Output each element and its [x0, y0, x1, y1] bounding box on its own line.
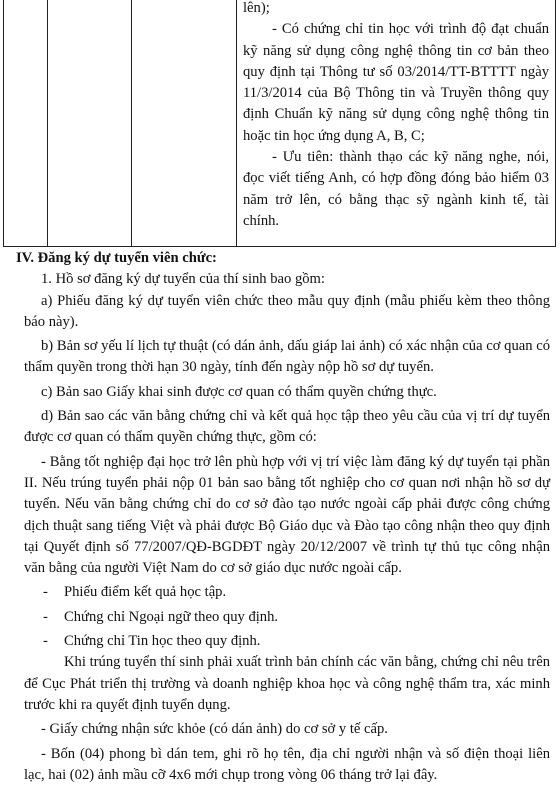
item-1: 1. Hồ sơ đăng ký dự tuyển của thí sinh bao gồm: — [41, 271, 325, 288]
item-c: c) Bản sao Giấy khai sinh được cơ quan có thẩm quyền chứng thực. — [41, 383, 437, 400]
bullet-language-text: Chứng chỉ Ngoại ngữ theo quy định. — [64, 608, 279, 625]
section-heading: IV. Đăng ký dự tuyển viên chức: — [16, 250, 217, 266]
cell-item-priority: - Ưu tiên: thành thạo các kỹ năng nghe, nói, đọc viết tiếng Anh, có hợp đồng đóng bảo hiểm 03 năm trở lên, có bằng thạc sỹ ngành kinh tế, tài chính. — [243, 149, 549, 229]
bullet-it — [24, 631, 550, 652]
bullet-health-certificate: - Giấy chứng nhận sức khỏe (có dán ảnh) do cơ sở y tế cấp. — [41, 721, 388, 738]
bullet-dash: - — [43, 608, 48, 625]
requirements-cell — [243, 0, 549, 232]
bullet-language — [24, 607, 550, 628]
item-b: b) Bản sơ yếu lí lịch tự thuật (có dán ảnh, dấu giáp lai ảnh) có xác nhận của cơ quan có thẩm quyền trong thời hạn 30 ngày, tính đến ngày nộp hồ sơ dự tuyển. — [24, 338, 550, 376]
bullet-it-text: Chứng chỉ Tin học theo quy định. — [64, 633, 261, 650]
table-border-bottom — [3, 246, 556, 247]
paragraph-originals: Khi trúng tuyển thí sinh phải xuất trình bản chính các văn bằng, chứng chỉ nêu trên để Cục Phát triển thị trường và doanh nghiệp khoa học và công nghệ thẩm tra, xác minh trước khi ra quyết định tuyển dụng. — [24, 654, 550, 713]
table-border-left — [3, 0, 4, 247]
table-border-col3 — [236, 0, 237, 247]
bullet-dash: - — [43, 584, 48, 601]
item-d: d) Bản sao các văn bằng chứng chỉ và kết quả học tập theo yêu cầu của vị trí dự tuyển được cơ quan có thẩm quyền chứng thực, gồm có: — [24, 408, 550, 446]
table-border-right — [555, 0, 556, 247]
bullet-dash: - — [43, 633, 48, 650]
cell-line-continuation: lên); — [243, 0, 270, 16]
item-a: a) Phiếu đăng ký dự tuyển viên chức theo mẫu quy định (mẫu phiếu kèm theo thông báo này). — [24, 292, 550, 330]
bullet-degree: - Bằng tốt nghiệp đại học trở lên phù hợp với vị trí việc làm đăng ký dự tuyển tại phần II. Nếu trúng tuyển phải nộp 01 bản sao bằng tốt nghiệp cho cơ quan nơi nhận hồ sơ dự tuyển. Nếu văn bằng chứng chỉ do cơ sở đào tạo nước ngoài cấp phải được công chứng dịch thuật sang tiếng Việt và phải được Bộ Giáo dục và Đào tạo công nhận theo quy định tại Quyết định số 77/2007/QĐ-BGDĐT ngày 20/12/2007 về trình tự thủ tục công nhận văn bằng của người Việt Nam do cơ sở giáo dục nước ngoài cấp. — [24, 453, 550, 577]
bullet-marks — [24, 582, 550, 603]
table-border-col1 — [47, 0, 48, 247]
table-border-col2 — [131, 0, 132, 247]
bullet-marks-text: Phiếu điểm kết quả học tập. — [64, 584, 227, 601]
cell-item-it-certificate: - Có chứng chỉ tin học với trình độ đạt chuẩn kỹ năng sử dụng công nghệ thông tin cơ bản theo quy định tại Thông tư số 03/2014/TT-BTTTT ngày 11/3/2014 của Bộ Thông tin và Truyền thông quy định Chuẩn kỹ năng sử dụng công nghệ thông tin hoặc tin học ứng dụng A, B, C; — [243, 21, 549, 144]
bullet-envelopes-photos: - Bốn (04) phong bì dán tem, ghi rõ họ tên, địa chỉ người nhận và số điện thoại liên lạc, hai (02) ảnh mầu cỡ 4x6 mới chụp trong vòng 06 tháng trở lại đây. — [24, 745, 550, 783]
requirements-table-fragment — [3, 0, 556, 247]
section-body — [16, 248, 550, 786]
